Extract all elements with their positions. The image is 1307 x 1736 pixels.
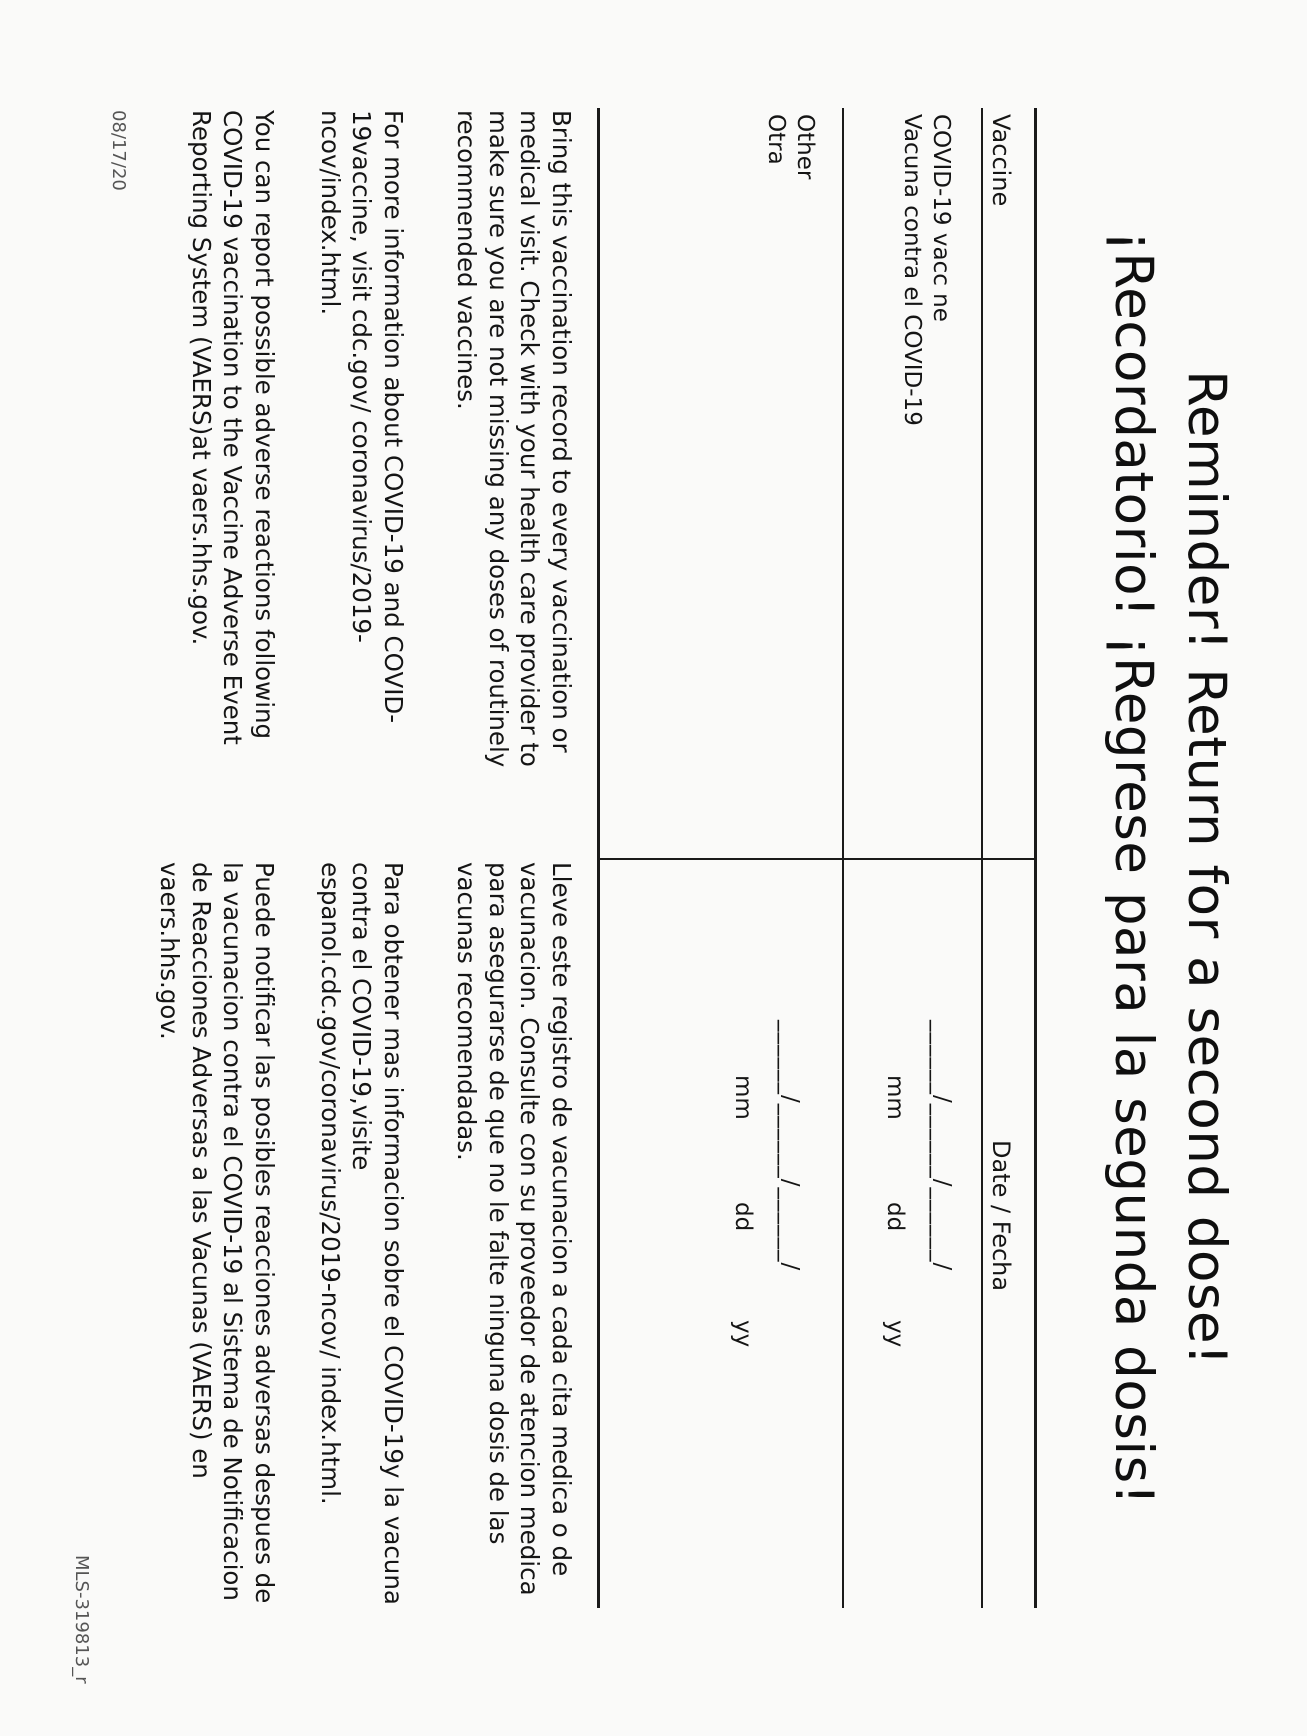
header-date: Date / Fecha	[987, 1140, 1015, 1292]
date-part-mm: mm	[730, 1075, 756, 1120]
date-part-yy: yy	[730, 1320, 756, 1348]
column-divider	[597, 858, 1035, 860]
date-part-dd: dd	[882, 1202, 908, 1232]
date-part-yy: yy	[882, 1320, 908, 1348]
date-field-covid[interactable]: ______/______/______/	[929, 1020, 955, 1272]
english-para-visits: Bring this vaccination record to every vaccination or medical visit. Check with your health care provider to make sure you are not missing any doses of routinely recommended vaccines.	[452, 110, 576, 768]
row-rule	[842, 108, 844, 1608]
spanish-para-more-info: Para obtener mas informacion sobre el COVID-19y la vacuna contra el COVID-19,visite espanol.cdc.gov/coronavirus/2019-ncov/ index.html.	[316, 862, 408, 1605]
footer-date: 08/17/20	[108, 110, 129, 191]
row-other-label-es: Otra	[763, 114, 789, 165]
form-code: MLS-319813_r	[71, 1555, 92, 1684]
date-part-mm: mm	[882, 1075, 908, 1120]
header-vaccine: Vaccine	[987, 114, 1015, 207]
spanish-info	[7, 862, 587, 1622]
title-english: Reminder! Return for a second dose!	[1176, 370, 1237, 1366]
title-spanish: ¡Recordatorio! ¡Regrese para la segunda dosis!	[1103, 230, 1164, 1506]
english-para-more-info: For more information about COVID-19 and COVID-19vaccine, visit cdc.gov/ coronavirus/2019-ncov/index.html.	[316, 110, 408, 724]
spanish-para-vaers: Puede notificar las posibles reacciones adversas despues de la vacunacion contra el COVID-19 al Sistema de Notificacion de Reacciones Adversas a las Vacunas (VAERS) en vaers.hhs.gov.	[155, 862, 279, 1604]
row-covid-label-en: COVID-19 vacc ne	[928, 114, 954, 322]
date-part-dd: dd	[730, 1202, 756, 1232]
row-other-label-en: Other	[792, 114, 818, 180]
date-field-other[interactable]: ______/______/______/	[777, 1020, 803, 1272]
spanish-para-visits: Lleve este registro de vacunacion a cada cita medica o de vacunacion. Consulte con su proveedor de atencion medica para asegurarse de que no le falte ninguna dosis de las vacunas recomendadas.	[452, 862, 576, 1596]
row-covid-label-es: Vacuna contra el COVID-19	[899, 114, 925, 426]
english-para-vaers: You can report possible adverse reactions following COVID-19 vaccination to the Vaccine Adverse Event Reporting System (VAERS)at vaers.hhs.gov.	[187, 110, 279, 745]
table-bottom-rule	[597, 108, 600, 1608]
english-info	[7, 110, 587, 820]
